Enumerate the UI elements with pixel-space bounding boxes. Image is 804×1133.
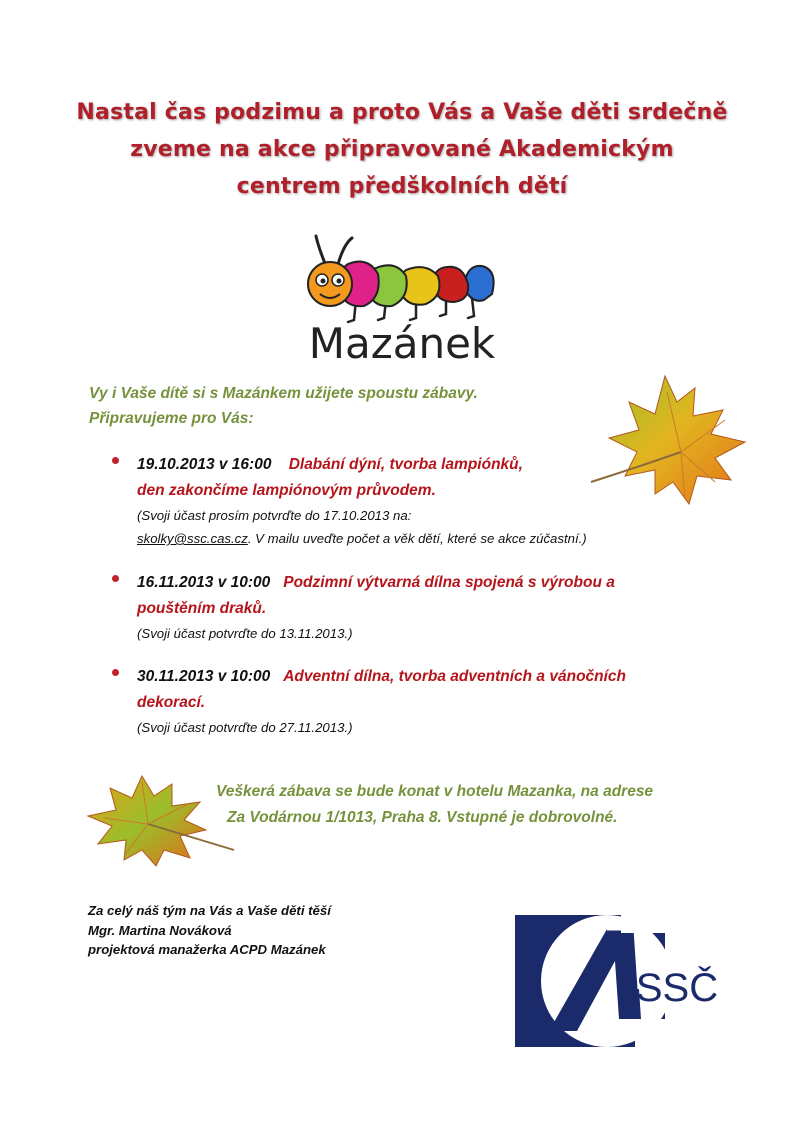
- event-description: Adventní dílna, tvorba adventních a vánočních: [283, 668, 627, 685]
- maple-leaf-bottom-image: [84, 774, 236, 868]
- event-note-cont: . V mailu uveďte počet a věk dětí, které se akce zúčastní.): [247, 531, 587, 546]
- event-item: [112, 664, 626, 739]
- venue-line-2: Za Vodárnou 1/1013, Praha 8. Vstupné je dobrovolné.: [227, 809, 618, 826]
- email-link[interactable]: skolky@ssc.cas.cz: [137, 531, 248, 546]
- page-title: [40, 94, 764, 205]
- event-description-cont: den zakončíme lampiónovým průvodem.: [137, 482, 436, 499]
- event-item: [112, 570, 615, 645]
- event-note: (Svoji účast prosím potvrďte do 17.10.2013 na:: [137, 508, 412, 523]
- event-description: Podzimní výtvarná dílna spojená s výrobou a: [283, 574, 615, 591]
- intro-line-1: Vy i Vaše dítě si s Mazánkem užijete spoustu zábavy.: [89, 385, 478, 402]
- event-description: Dlabání dýní, tvorba lampiónků,: [288, 456, 523, 473]
- event-note: (Svoji účast potvrďte do 13.11.2013.): [137, 626, 353, 641]
- maple-leaf-top-image: [585, 372, 751, 510]
- signature: [88, 901, 331, 960]
- event-description-cont: dekorací.: [137, 694, 206, 711]
- title-line-2: zveme na akce připravované Akademickým: [130, 137, 674, 162]
- ssc-logo-text: SSČ: [635, 966, 719, 1010]
- signature-line-1: Za celý náš tým na Vás a Vaše děti těší: [88, 903, 331, 918]
- bullet-icon: [112, 457, 119, 464]
- event-description-cont: pouštěním draků.: [137, 600, 267, 617]
- signature-line-2: Mgr. Martina Nováková: [88, 922, 232, 938]
- bullet-icon: [112, 669, 119, 676]
- ssc-logo: [515, 915, 737, 1047]
- event-note: (Svoji účast potvrďte do 27.11.2013.): [137, 720, 353, 735]
- intro-text: [89, 381, 478, 431]
- mazanek-logo-text: Mazánek: [308, 319, 496, 368]
- event-datetime: 16.11.2013 v 10:00: [137, 574, 271, 591]
- event-item: [112, 452, 587, 550]
- title-line-3: centrem předškolních dětí: [236, 174, 568, 199]
- venue-text: [216, 779, 653, 831]
- bullet-icon: [112, 575, 119, 582]
- signature-line-3: projektová manažerka ACPD Mazánek: [88, 942, 326, 957]
- event-datetime: 30.11.2013 v 10:00: [137, 668, 271, 685]
- title-line-1: Nastal čas podzimu a proto Vás a Vaše děti srdečně: [76, 100, 728, 125]
- intro-line-2: Připravujeme pro Vás:: [89, 410, 254, 427]
- event-datetime: 19.10.2013 v 16:00: [137, 456, 272, 473]
- venue-line-1: Veškerá zábava se bude konat v hotelu Mazanka, na adrese: [216, 783, 654, 800]
- mazanek-logo: [286, 228, 518, 368]
